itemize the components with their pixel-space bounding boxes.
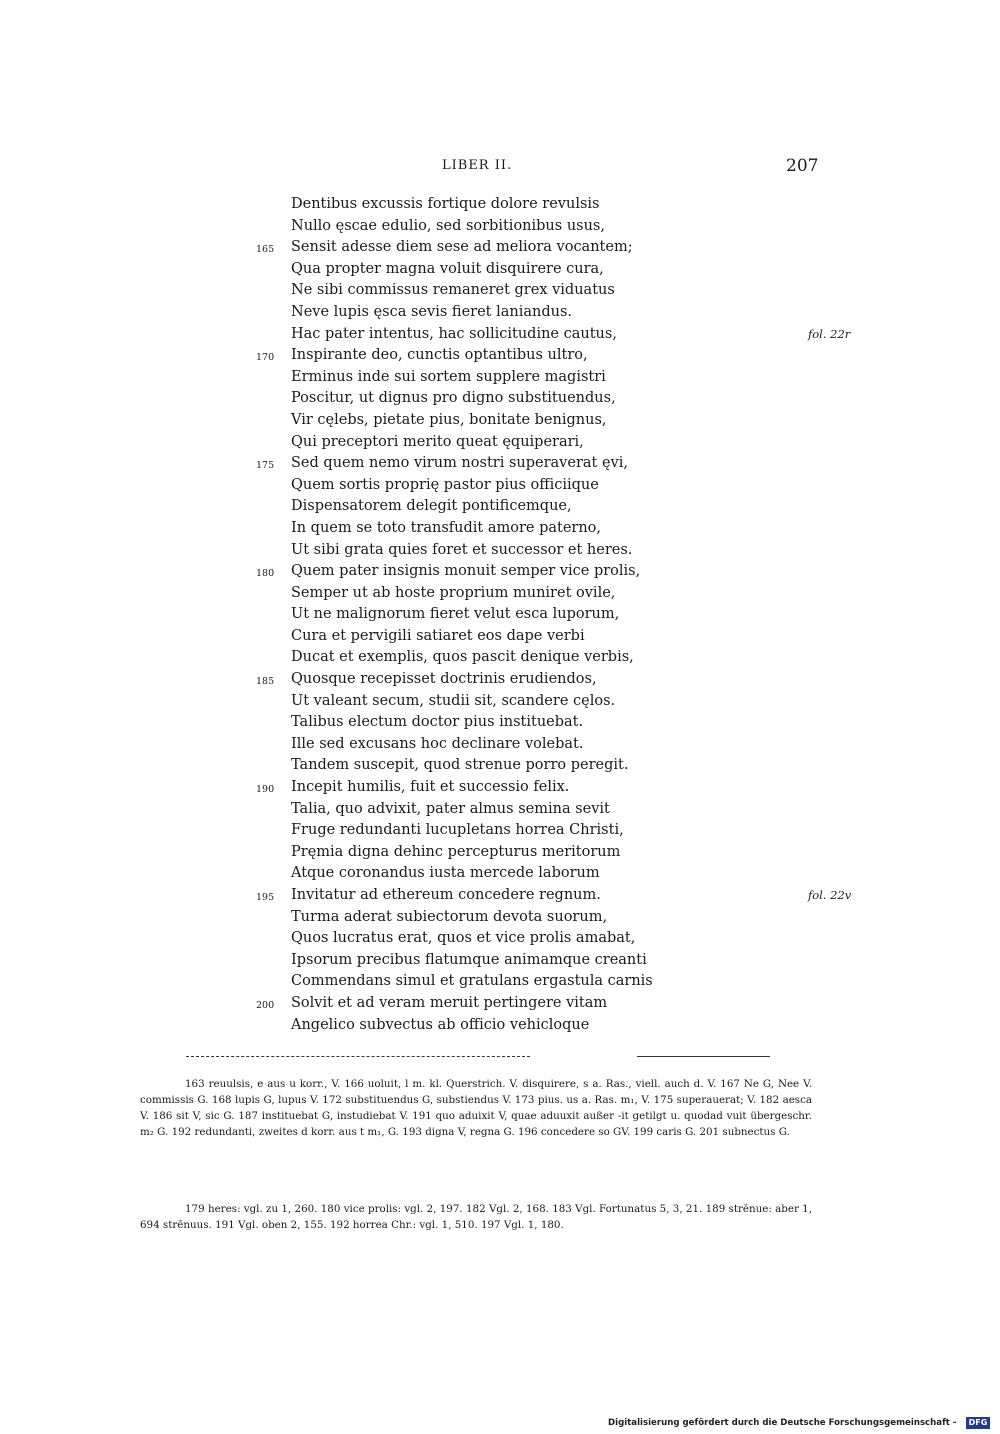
verse-line xyxy=(0,477,1000,499)
verse-line xyxy=(0,714,1000,736)
verse-text: Ne sibi commissus remaneret grex viduatus xyxy=(291,282,615,299)
verse-text: Ducat et exemplis, quos pascit denique verbis, xyxy=(291,649,634,666)
verse-text: Invitatur ad ethereum concedere regnum. xyxy=(291,887,601,903)
verse-line xyxy=(0,909,1000,931)
footnote-rule xyxy=(186,1056,530,1057)
verse-text: Talibus electum doctor pius instituebat. xyxy=(291,714,584,731)
verse-line xyxy=(0,973,1000,995)
verse-line xyxy=(0,865,1000,887)
verse-line xyxy=(0,671,1000,693)
line-number: 170 xyxy=(256,352,275,364)
verse-line xyxy=(0,757,1000,779)
verse-line xyxy=(0,369,1000,391)
source-apparatus xyxy=(140,1201,812,1233)
verse-line xyxy=(0,844,1000,866)
verse-block xyxy=(0,196,1000,1038)
verse-text: Dispensatorem delegit pontificemque, xyxy=(291,498,572,515)
verse-text: Erminus inde sui sortem supplere magistri xyxy=(291,368,606,385)
folio-marker: fol. 22r xyxy=(808,326,851,341)
verse-line xyxy=(0,1017,1000,1039)
verse-text: Tandem suscepit, quod strenue porro peregit. xyxy=(291,757,629,774)
verse-text: Hac pater intentus, hac sollicitudine cautus, xyxy=(291,325,617,342)
verse-line xyxy=(0,326,1000,348)
verse-line xyxy=(0,693,1000,715)
running-head: LIBER II. xyxy=(442,158,513,173)
verse-line xyxy=(0,520,1000,542)
verse-text: Inspirante deo, cunctis optantibus ultro, xyxy=(291,347,588,364)
verse-text: Quos lucratus erat, quos et vice prolis amabat, xyxy=(291,930,636,947)
verse-text: Sed quem nemo virum nostri superaverat ęvi, xyxy=(291,455,628,472)
verse-text: Dentibus excussis fortique dolore revulsis xyxy=(291,196,600,212)
verse-text: Ut ne malignorum fieret velut esca luporum, xyxy=(291,606,620,623)
verse-text: Qui preceptori merito queat ęquiperari, xyxy=(291,433,584,450)
line-number: 200 xyxy=(256,999,275,1011)
funding-credit: Digitalisierung gefördert durch die Deutsche Forschungsgemeinschaft - xyxy=(608,1418,957,1428)
verse-line xyxy=(0,995,1000,1017)
verse-text: Commendans simul et gratulans ergastula carnis xyxy=(291,973,653,990)
line-number: 190 xyxy=(256,784,275,796)
verse-text: Nullo ęscae edulio, sed sorbitionibus usus, xyxy=(291,217,605,234)
verse-text: Quosque recepisset doctrinis erudiendos, xyxy=(291,671,597,688)
verse-line xyxy=(0,455,1000,477)
verse-text: Quem pater insignis monuit semper vice prolis, xyxy=(291,563,641,580)
verse-text: Sensit adesse diem sese ad meliora vocantem; xyxy=(291,239,633,256)
verse-line xyxy=(0,822,1000,844)
verse-line xyxy=(0,282,1000,304)
critical-apparatus-text: 163 reuulsis, e aus u korr., V. 166 uoluit, l m. kl. Querstrich. V. disquirere, s a. Ras., viell. auch d. V. 167 Ne G, Nee V. commissis G. 168 lupis G, lupus V. 172 substituendus G, substiendus V. 173 pius. us a. Ras. m₁, V. 175 superauerat; V. 182 aesca V. 186 sit V, sic G. 187 instituebat G, instudiebat V. 191 quo aduixit V, quae aduuxit außer -it getilgt u. quodad vuit übergeschr. m₂ G. 192 redundanti, zweites d korr. aus t m₁, G. 193 digna V, regna G. 196 concedere so GV. 199 caris G. 201 subnectus G. xyxy=(140,1078,812,1138)
verse-text: Solvit et ad veram meruit pertingere vitam xyxy=(291,994,608,1011)
verse-text: Quem sortis proprię pastor pius officiique xyxy=(291,476,599,493)
verse-text: Ut sibi grata quies foret et successor et heres. xyxy=(291,541,633,558)
verse-line xyxy=(0,606,1000,628)
verse-text: Pręmia digna dehinc percepturus meritorum xyxy=(291,843,621,860)
verse-text: Qua propter magna voluit disquirere cura, xyxy=(291,260,604,277)
footnote-rule-right xyxy=(637,1056,770,1057)
verse-text: Fruge redundanti lucupletans horrea Christi, xyxy=(291,822,624,839)
verse-text: Ipsorum precibus flatumque animamque creanti xyxy=(291,951,647,968)
verse-line xyxy=(0,196,1000,218)
verse-text: Turma aderat subiectorum devota suorum, xyxy=(291,908,608,925)
verse-text: Incepit humilis, fuit et successio felix. xyxy=(291,779,570,796)
verse-text: Semper ut ab hoste proprium muniret ovile, xyxy=(291,584,616,601)
dfg-logo: DFG xyxy=(966,1417,990,1429)
verse-line xyxy=(0,261,1000,283)
verse-line xyxy=(0,930,1000,952)
verse-line xyxy=(0,628,1000,650)
verse-line xyxy=(0,542,1000,564)
folio-marker: fol. 22v xyxy=(808,888,852,902)
verse-text: Atque coronandus iusta mercede laborum xyxy=(291,865,600,882)
verse-line xyxy=(0,736,1000,758)
verse-line xyxy=(0,347,1000,369)
verse-line xyxy=(0,434,1000,456)
verse-line xyxy=(0,563,1000,585)
page-number: 207 xyxy=(786,156,819,176)
verse-line xyxy=(0,649,1000,671)
verse-line xyxy=(0,412,1000,434)
verse-text: Poscitur, ut dignus pro digno substituendus, xyxy=(291,390,616,407)
verse-text: Talia, quo advixit, pater almus semina sevit xyxy=(291,800,610,817)
verse-line xyxy=(0,239,1000,261)
verse-line xyxy=(0,218,1000,240)
verse-line xyxy=(0,887,1000,909)
verse-line xyxy=(0,585,1000,607)
page-header xyxy=(0,156,1000,180)
verse-text: Angelico subvectus ab officio vehicloque xyxy=(291,1016,590,1033)
critical-apparatus xyxy=(140,1076,812,1140)
verse-line xyxy=(0,801,1000,823)
line-number: 180 xyxy=(256,568,275,580)
verse-text: Vir cęlebs, pietate pius, bonitate benignus, xyxy=(291,411,607,428)
verse-text: Cura et pervigili satiaret eos dape verbi xyxy=(291,627,585,644)
verse-line xyxy=(0,498,1000,520)
line-number: 195 xyxy=(256,892,275,903)
verse-line xyxy=(0,779,1000,801)
verse-text: Ut valeant secum, studii sit, scandere cęlos. xyxy=(291,692,616,709)
source-apparatus-text: 179 heres: vgl. zu 1, 260. 180 vice prolis: vgl. 2, 197. 182 Vgl. 2, 168. 183 Vgl. Fortunatus 5, 3, 21. 189 strēnue: aber 1, 694 strēnuus. 191 Vgl. oben 2, 155. 192 horrea Chr.: vgl. 1, 510. 197 Vgl. 1, 180. xyxy=(140,1203,812,1231)
verse-line xyxy=(0,952,1000,974)
verse-text: Neve lupis ęsca sevis fieret laniandus. xyxy=(291,303,573,320)
line-number: 175 xyxy=(256,460,275,472)
line-number: 165 xyxy=(256,244,275,256)
line-number: 185 xyxy=(256,676,275,688)
verse-line xyxy=(0,304,1000,326)
verse-text: Ille sed excusans hoc declinare volebat. xyxy=(291,735,584,752)
verse-text: In quem se toto transfudit amore paterno, xyxy=(291,519,602,536)
verse-line xyxy=(0,390,1000,412)
